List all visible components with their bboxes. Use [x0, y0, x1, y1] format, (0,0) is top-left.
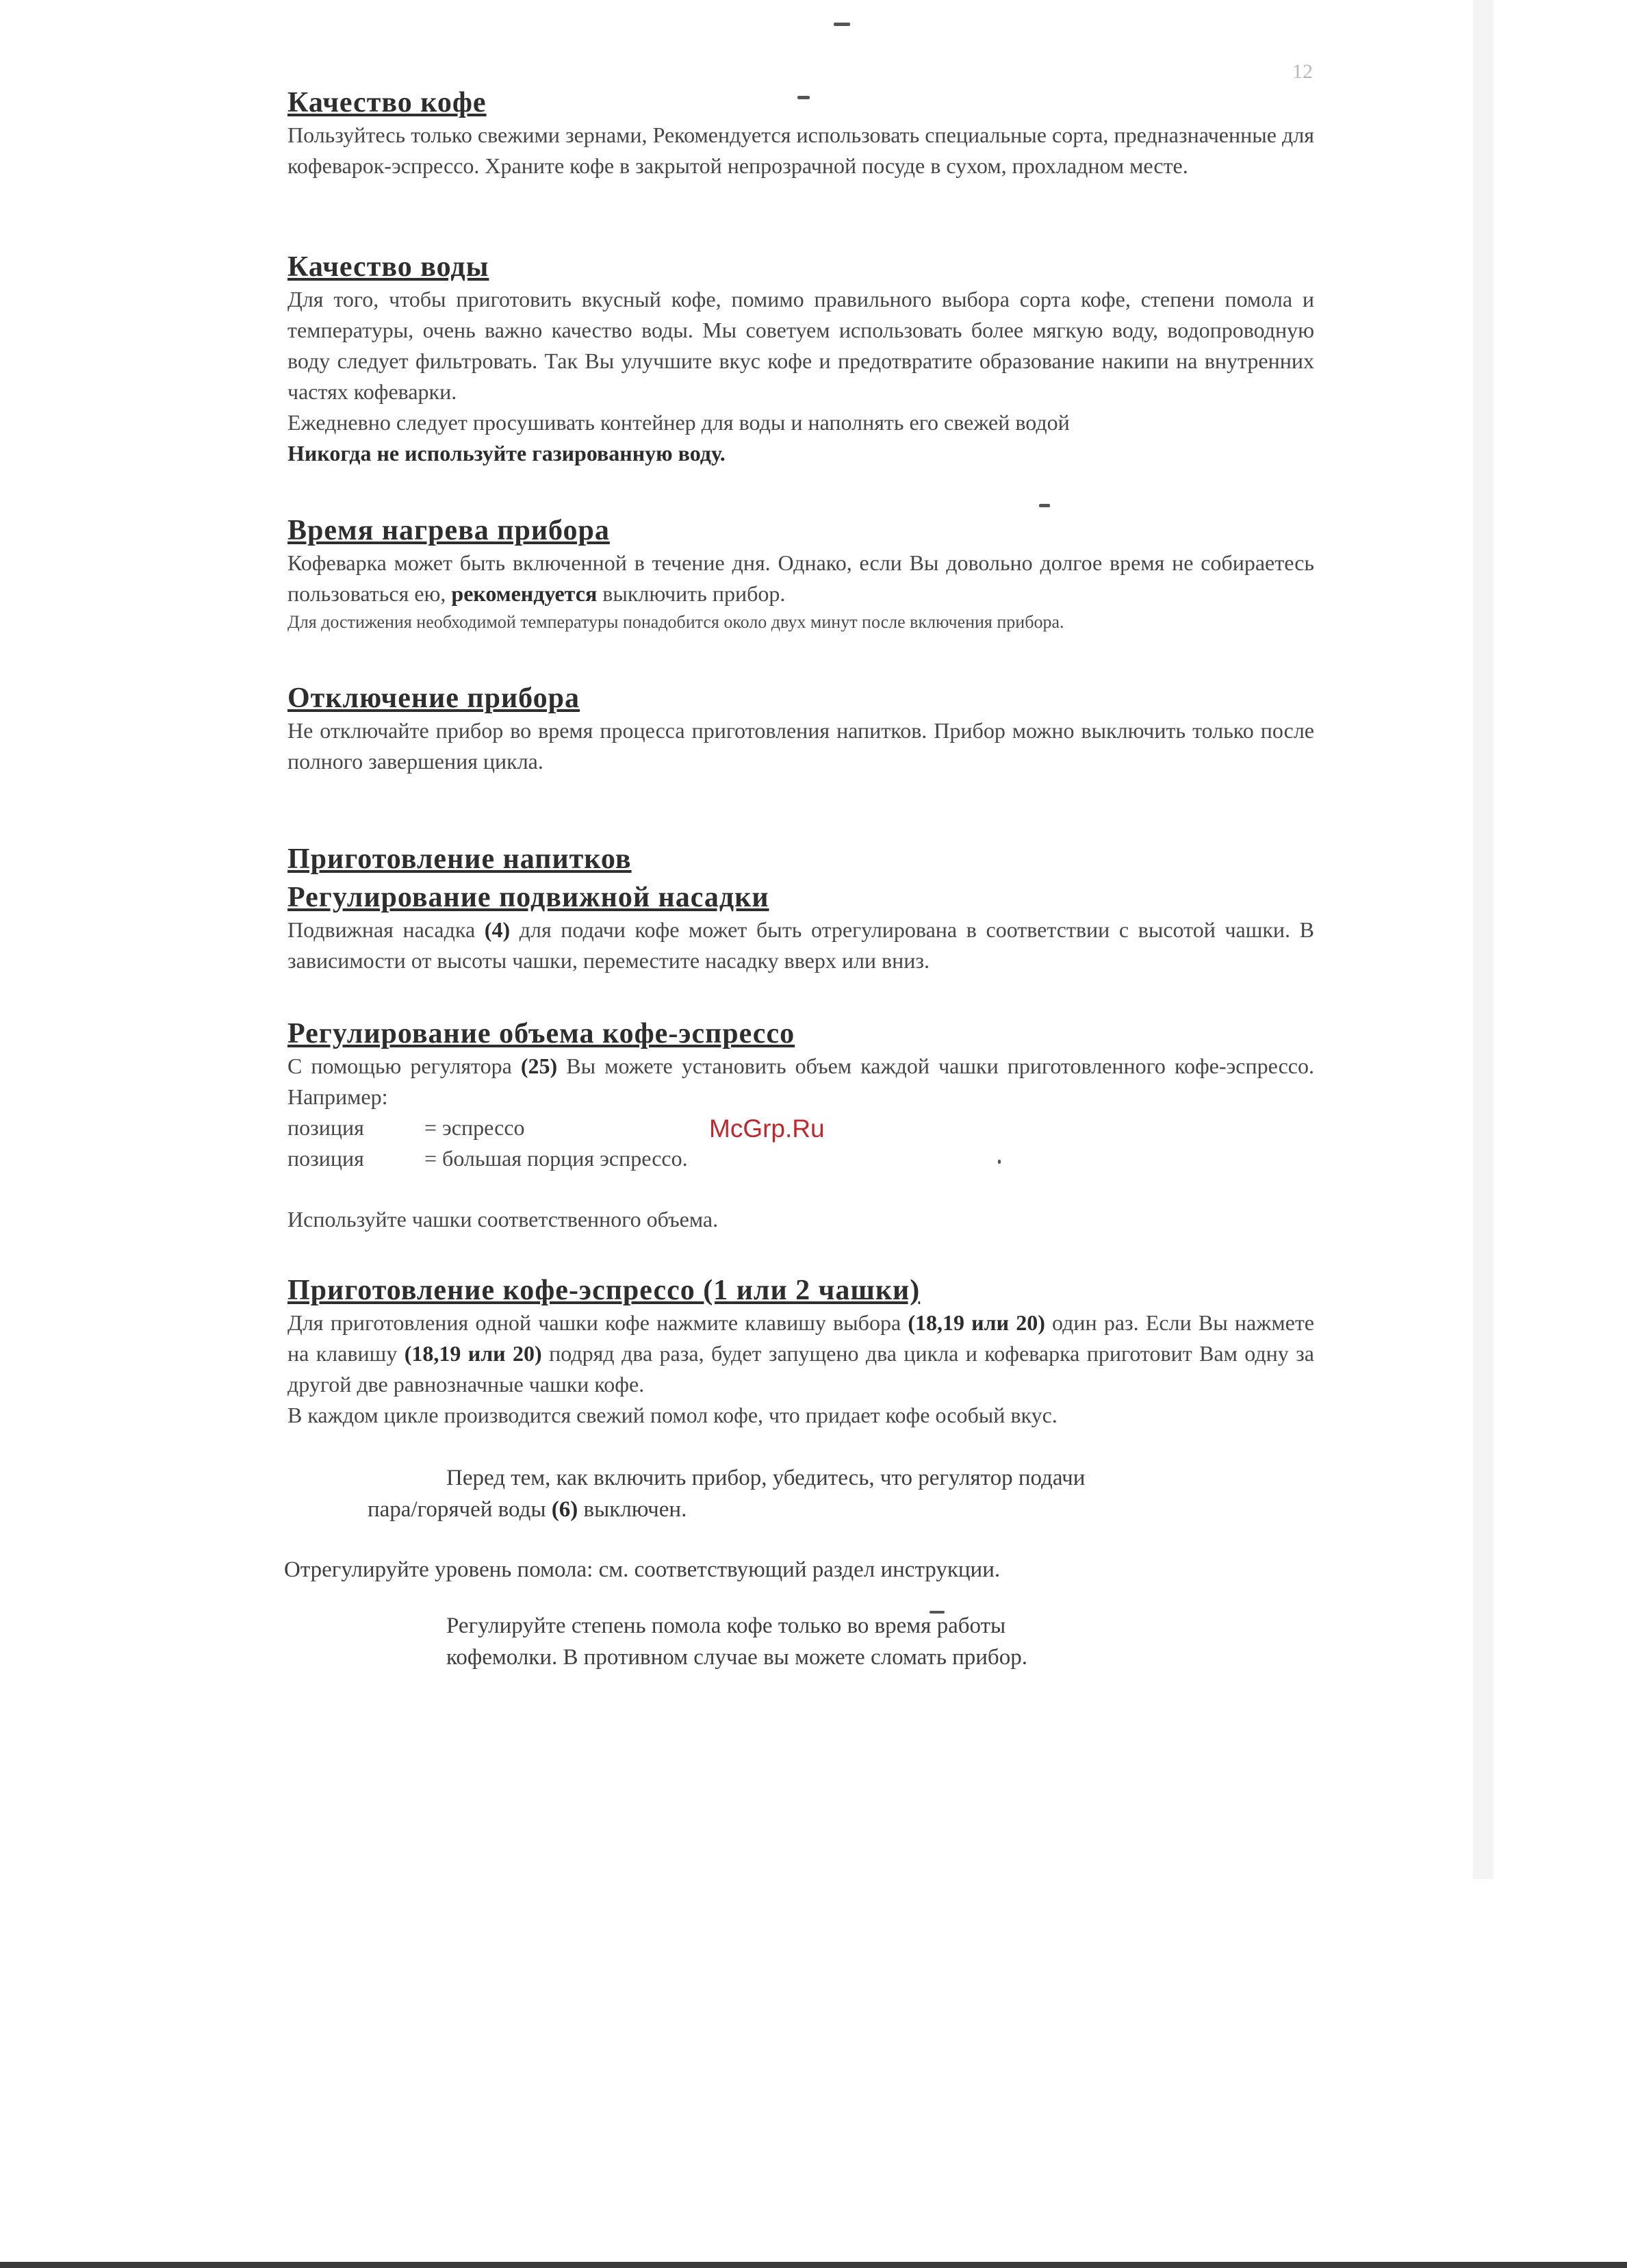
- scan-speck: [1039, 504, 1050, 507]
- note-steam-regulator: [287, 1462, 1314, 1525]
- text-volume: [287, 1051, 1314, 1112]
- example-label: позиция: [287, 1146, 364, 1171]
- example-row: [287, 1112, 1314, 1143]
- text-part: Вы можете установить объем каждой чашки приготовленного кофе-эспрессо. Например:: [287, 1054, 1315, 1109]
- example-value: = эспрессо: [424, 1115, 525, 1140]
- text-part: выключен.: [578, 1497, 687, 1522]
- text-part: Кофеварка может быть включенной в течение дня. Однако, если Вы довольно долгое время не собираетесь пользоваться ею,: [287, 550, 1314, 606]
- note-line: кофемолки. В противном случае вы можете сломать прибор.: [446, 1645, 1027, 1670]
- note-line: Регулируйте степень помола кофе только во время работы: [446, 1614, 1006, 1638]
- text-part: один раз. Если Вы нажмете на клавишу: [287, 1310, 1314, 1366]
- scan-bottom-edge: [0, 2262, 1627, 2268]
- section-espresso: [284, 1273, 1315, 1673]
- text-part: Подвижная насадка: [287, 917, 485, 942]
- text-heating-note: Для достижения необходимой температуры понадобится около двух минут после включения прибора.: [287, 612, 1064, 632]
- text-emphasis: (6): [551, 1497, 578, 1522]
- text-part: пара/горячей воды: [368, 1497, 552, 1522]
- text-nozzle: [287, 915, 1314, 976]
- heading-nozzle: Регулирование подвижной насадки: [287, 882, 769, 913]
- text-emphasis: (18,19 или 20): [908, 1310, 1045, 1335]
- heading-water-quality: Качество воды: [287, 251, 489, 283]
- heading-volume: Регулирование объема кофе-эспрессо: [287, 1018, 795, 1049]
- scan-edge-strip: [1473, 0, 1494, 1879]
- text-emphasis: рекомендуется: [451, 581, 598, 606]
- section-heating-time: [287, 513, 1314, 635]
- text-part: подряд два раза, будет запущено два цикла и кофеварка приготовит Вам одну за другой две равнозначные чашки кофе.: [287, 1341, 1315, 1397]
- text-espresso: [287, 1308, 1314, 1400]
- text-volume-cups: Используйте чашки соответственного объема.: [287, 1207, 719, 1232]
- heading-heating-time: Время нагрева прибора: [287, 515, 610, 546]
- section-drinks: [287, 842, 1314, 976]
- note-line: [368, 1494, 1314, 1525]
- section-volume: [287, 1017, 1314, 1235]
- heading-espresso: Приготовление кофе-эспрессо (1 или 2 чашки): [287, 1275, 921, 1306]
- text-part: выключить прибор.: [597, 581, 786, 606]
- note-grinder: [287, 1610, 1314, 1673]
- watermark: McGrp.Ru: [709, 1114, 825, 1143]
- page-number: 12: [1292, 60, 1313, 83]
- section-switch-off: [287, 681, 1314, 777]
- section-coffee-quality: [287, 86, 1314, 181]
- section-water-quality: [287, 250, 1314, 469]
- example-row: [287, 1143, 1314, 1174]
- text-emphasis: (25): [520, 1054, 558, 1078]
- example-label: позиция: [287, 1115, 364, 1140]
- text-emphasis: (18,19 или 20): [404, 1341, 542, 1366]
- heading-drinks: Приготовление напитков: [287, 843, 632, 875]
- text-water-warning: Никогда не используйте газированную воду.: [287, 441, 726, 466]
- text-part: С помощью регулятора: [287, 1054, 521, 1078]
- text-espresso-fresh: В каждом цикле производится свежий помол кофе, что придает кофе особый вкус.: [287, 1403, 1058, 1427]
- heading-switch-off: Отключение прибора: [287, 683, 580, 714]
- scan-speck: [834, 23, 850, 26]
- text-water-quality: Для того, чтобы приготовить вкусный кофе, помимо правильного выбора сорта кофе, степени помола и температуры, очень важно качество воды. Мы советуем использовать более мягкую воду, водопроводную воду следует фильтровать. Так Вы улучшите вкус кофе и предотвратите образование накипи на внутренних частях кофеварки.: [287, 287, 1314, 404]
- text-switch-off: Не отключайте прибор во время процесса приготовления напитков. Прибор можно выключить только после полного завершения цикла.: [287, 718, 1314, 774]
- text-coffee-quality: Пользуйтесь только свежими зернами, Рекомендуется использовать специальные сорта, предназначенные для кофеварок-эспрессо. Храните кофе в закрытой непрозрачной посуде в сухом, прохладном месте.: [287, 123, 1314, 178]
- note-line: Перед тем, как включить прибор, убедитесь, что регулятор подачи: [446, 1466, 1086, 1490]
- example-value: = большая порция эспрессо.: [424, 1146, 688, 1171]
- text-heating-time: [287, 548, 1314, 609]
- text-part: для подачи кофе может быть отрегулирована в соответствии с высотой чашки. В зависимости от высоты чашки, переместите насадку вверх или вниз.: [287, 917, 1315, 973]
- text-part: Для приготовления одной чашки кофе нажмите клавишу выбора: [287, 1310, 908, 1335]
- text-water-daily: Ежедневно следует просушивать контейнер для воды и наполнять его свежей водой: [287, 410, 1070, 435]
- text-grind: Отрегулируйте уровень помола: см. соответствующий раздел инструкции.: [284, 1557, 1001, 1582]
- heading-coffee-quality: Качество кофе: [287, 87, 487, 118]
- text-emphasis: (4): [484, 917, 511, 942]
